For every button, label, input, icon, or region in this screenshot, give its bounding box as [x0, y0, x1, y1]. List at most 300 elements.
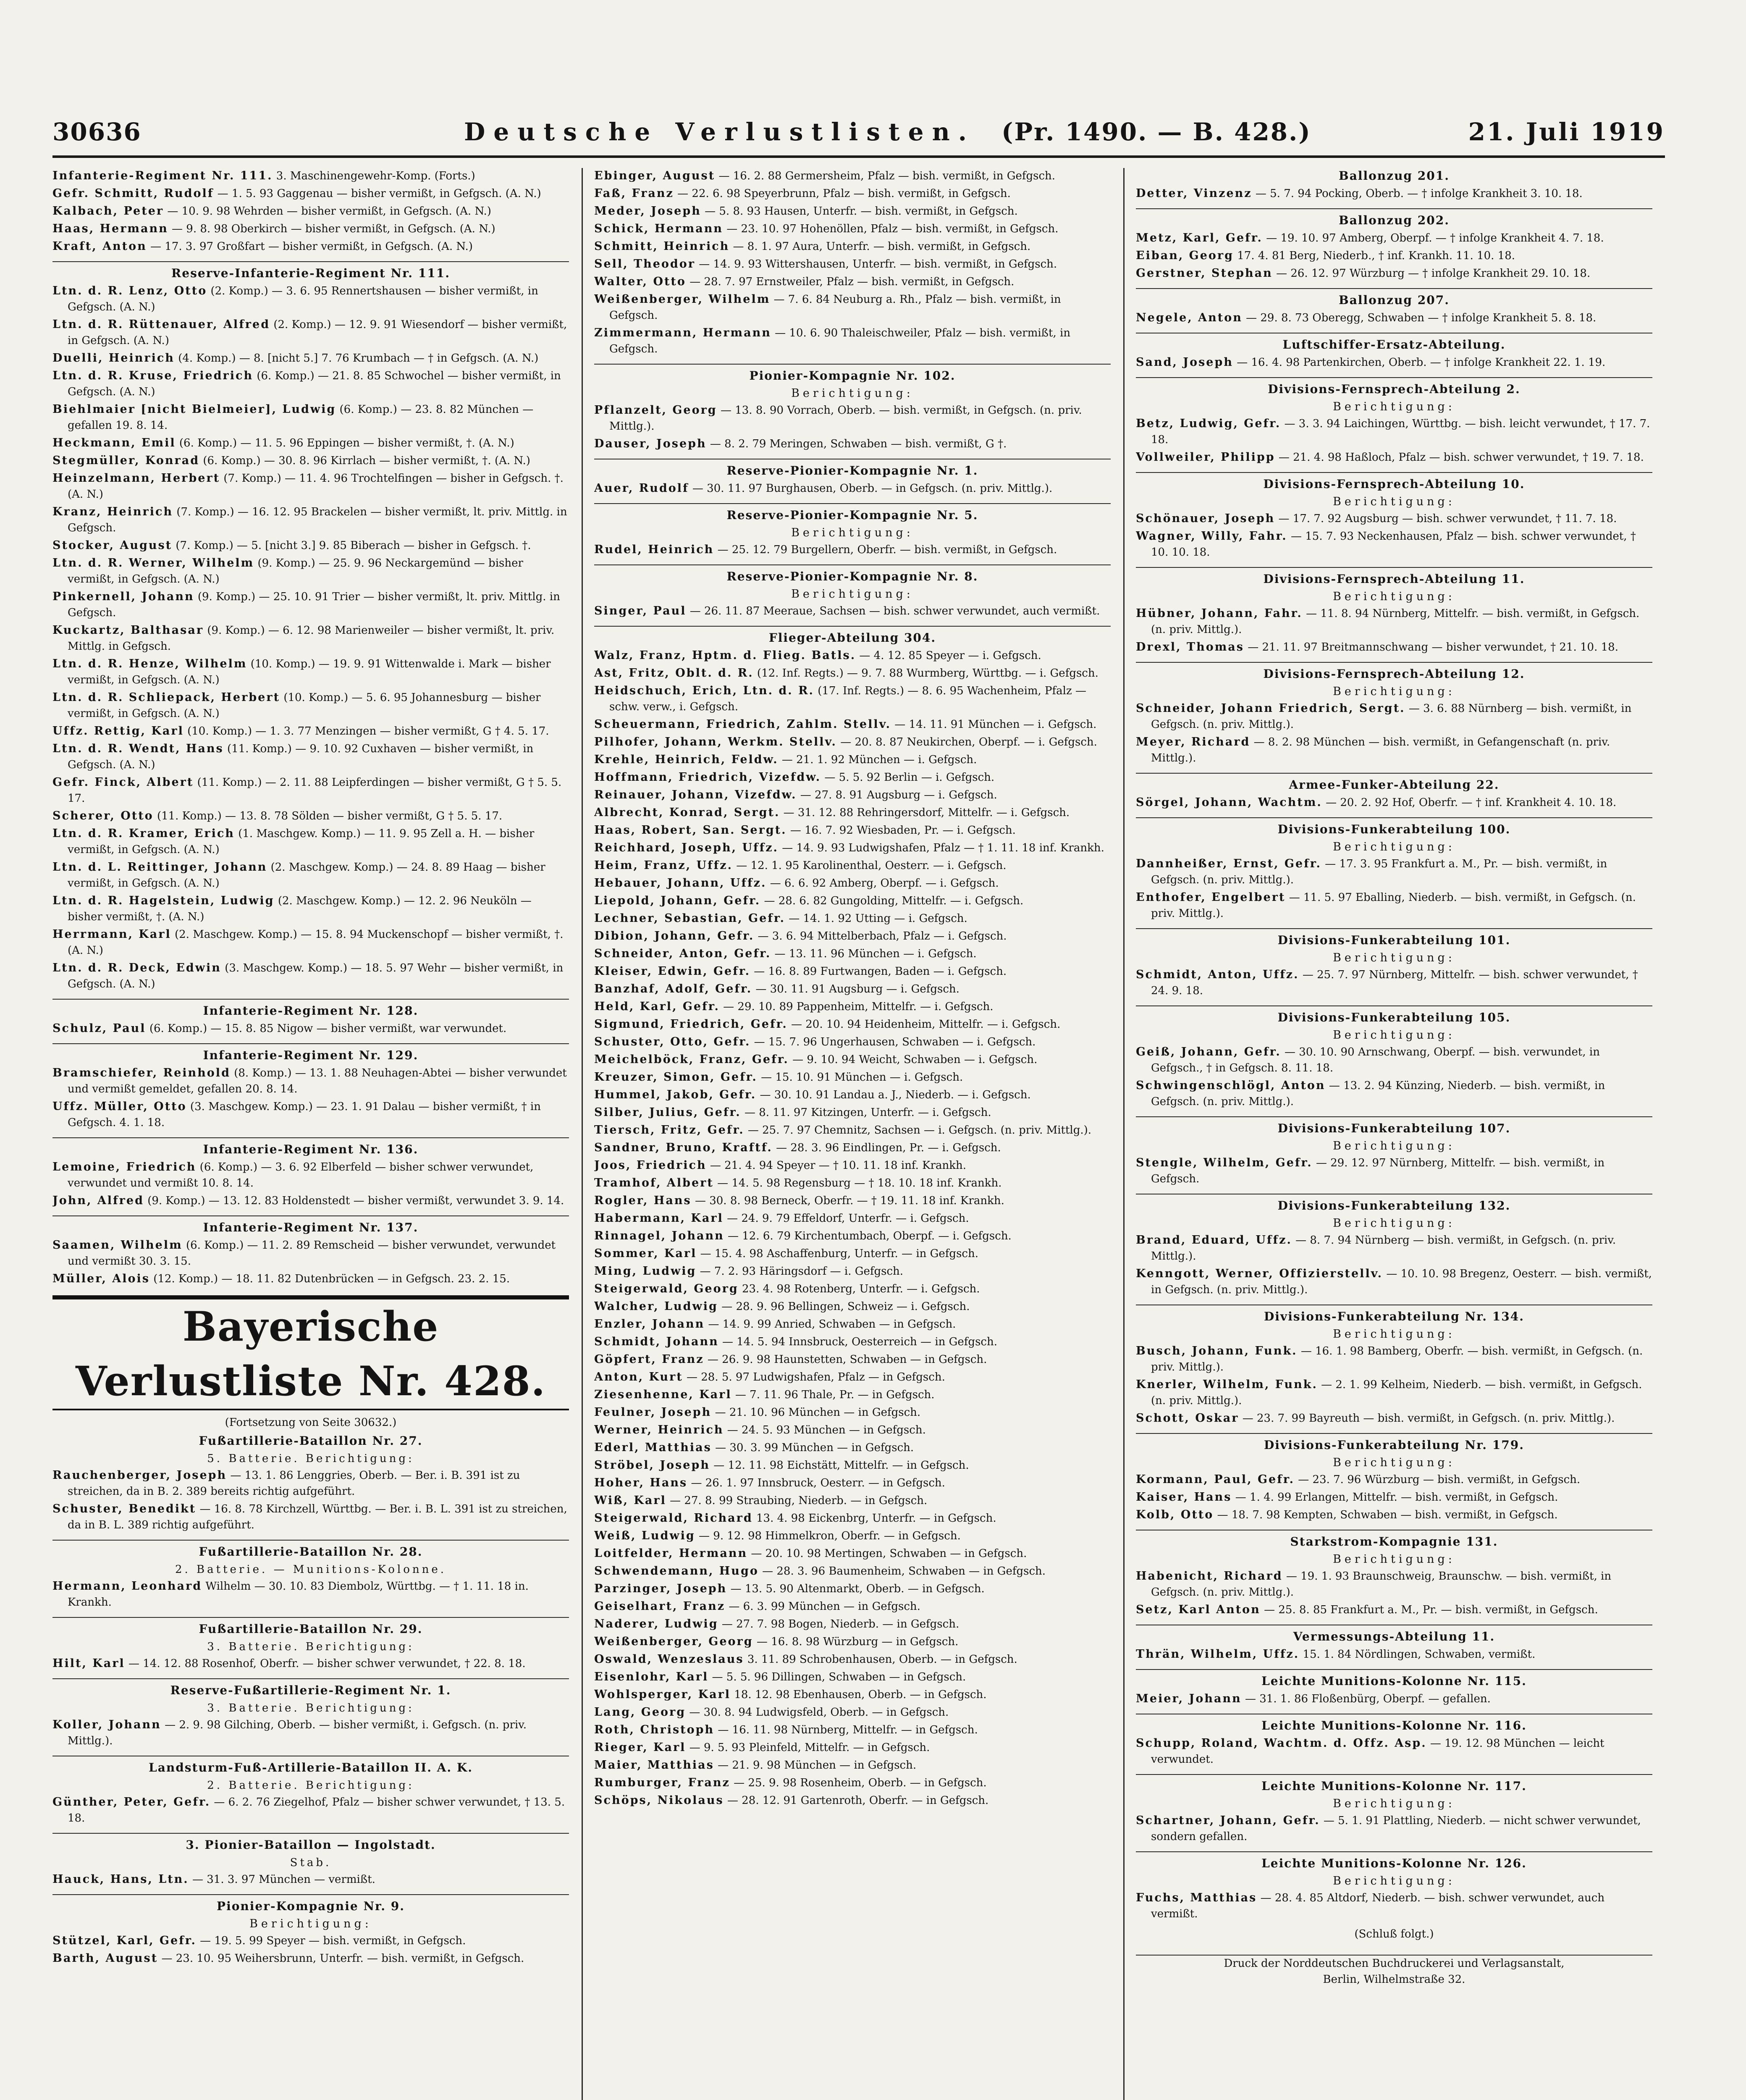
casualty-name: Lang, Georg	[594, 1706, 686, 1719]
casualty-name: Sell, Theodor	[594, 257, 696, 270]
unit-heading: Infanterie-Regiment Nr. 136.	[52, 1137, 569, 1158]
unit-heading: Divisions-Funkerabteilung Nr. 134.	[1136, 1305, 1652, 1325]
casualty-entry	[594, 752, 1111, 768]
casualty-name: Walz, Franz, Hptm. d. Flieg. Batls.	[594, 649, 856, 662]
casualty-name: Dauser, Joseph	[594, 437, 707, 450]
casualty-entry	[1136, 734, 1652, 766]
continuation-note: (Fortsetzung von Seite 30632.)	[225, 1416, 397, 1429]
imprint-line: Berlin, Wilhelmstraße 32.	[1323, 1973, 1465, 1986]
casualty-entry	[1136, 1691, 1652, 1707]
casualty-details: — 30. 11. 91 Augsburg — i. Gefgsch.	[755, 983, 960, 995]
casualty-entry	[594, 402, 1111, 434]
unit-heading: Infanterie-Regiment Nr. 137.	[52, 1215, 569, 1236]
unit-subheading: 5. Batterie. Berichtigung:	[207, 1452, 414, 1465]
casualty-details: — 6. 2. 76 Ziegelhof, Pfalz — bisher schwer verwundet, † 13. 5. 18.	[68, 1796, 565, 1824]
casualty-entry	[52, 1467, 569, 1499]
casualty-entry	[1136, 186, 1652, 202]
casualty-entry	[594, 946, 1111, 962]
casualty-details: — 22. 6. 98 Speyerbrunn, Pfalz — bish. vermißt, in Gefgsch.	[677, 187, 1011, 200]
unit-heading: Divisions-Funkerabteilung 107.	[1136, 1116, 1652, 1137]
casualty-details: — 5. 7. 94 Pocking, Oberb. — † infolge Krankheit 3. 10. 18.	[1255, 187, 1583, 200]
casualty-name: Saamen, Wilhelm	[52, 1239, 183, 1252]
casualty-name: Schmidt, Anton, Uffz.	[1136, 968, 1299, 981]
casualty-entry	[1136, 1472, 1652, 1488]
casualty-entry	[594, 1457, 1111, 1473]
casualty-name: Schwendemann, Hugo	[594, 1564, 759, 1578]
unit-heading: Reserve-Pionier-Kompagnie Nr. 5.	[594, 503, 1111, 523]
casualty-entry	[52, 168, 569, 184]
unit-heading: Divisions-Fernsprech-Abteilung 12.	[1136, 662, 1652, 682]
casualty-details: — 9. 10. 94 Weicht, Schwaben — i. Gefgsch.	[792, 1053, 1038, 1066]
unit-heading: Divisions-Funkerabteilung 101.	[1136, 928, 1652, 948]
casualty-name: Schönauer, Joseph	[1136, 512, 1275, 525]
casualty-name: Detter, Vinzenz	[1136, 187, 1252, 200]
casualty-details: — 14. 5. 98 Regensburg — † 18. 10. 18 inf. Krankh.	[717, 1177, 1002, 1189]
casualty-entry	[1136, 1489, 1652, 1505]
casualty-name: Schick, Hermann	[594, 222, 724, 235]
casualty-entry	[52, 1099, 569, 1131]
unit-heading: Reserve-Fußartillerie-Regiment Nr. 1.	[52, 1678, 569, 1698]
casualty-name: Stocker, August	[52, 539, 173, 552]
bavarian-list-title: Bayerische Verlustliste Nr. 428.	[52, 1295, 569, 1410]
casualty-entry	[1136, 416, 1652, 448]
casualty-details: — 5. 5. 96 Dillingen, Schwaben — in Gefgsch.	[712, 1671, 966, 1683]
casualty-entry	[52, 1794, 569, 1826]
unit-subheading: Berichtigung:	[1333, 495, 1455, 508]
casualty-details: — 7. 6. 84 Neuburg a. Rh., Pfalz — bish. vermißt, in Gefgsch.	[609, 293, 1061, 322]
casualty-details: — 12. 1. 95 Karolinenthal, Oesterr. — i. Gefgsch.	[736, 859, 1007, 872]
casualty-entry	[52, 203, 569, 219]
casualty-name: Kaiser, Hans	[1136, 1491, 1232, 1504]
casualty-entry	[1136, 265, 1652, 281]
unit-subheading: 3. Batterie. Berichtigung:	[207, 1641, 414, 1653]
casualty-entry	[594, 1440, 1111, 1456]
casualty-details: — 29. 12. 97 Nürnberg, Mittelfr. — bish. vermißt, in Gefgsch.	[1151, 1157, 1605, 1185]
casualty-details: — 12. 6. 79 Kirchentumbach, Oberpf. — i. Gefgsch.	[728, 1230, 1012, 1242]
casualty-name: Weiß, Ludwig	[594, 1529, 695, 1542]
casualty-entry	[52, 723, 569, 739]
casualty-details: — 28. 5. 97 Ludwigshafen, Pfalz — in Gefgsch.	[686, 1371, 945, 1383]
casualty-name: Infanterie-Regiment Nr. 111.	[52, 169, 273, 182]
casualty-entry	[52, 690, 569, 722]
casualty-entry	[594, 239, 1111, 255]
casualty-entry	[594, 1616, 1111, 1632]
casualty-details: — 8. 2. 79 Meringen, Schwaben — bish. vermißt, G †.	[710, 438, 1007, 450]
casualty-details: (7. Komp.) — 16. 12. 95 Brackelen — bisher vermißt, lt. priv. Mittlg. in Gefgsch.	[68, 506, 567, 534]
casualty-entry	[52, 1717, 569, 1749]
casualty-name: Rinnagel, Johann	[594, 1229, 724, 1242]
casualty-entry	[52, 808, 569, 824]
casualty-name: Hilt, Karl	[52, 1657, 125, 1670]
casualty-details: — 21. 4. 94 Speyer — † 10. 11. 18 inf. Krankh.	[710, 1159, 967, 1172]
casualty-name: Hermann, Leonhard	[52, 1580, 202, 1593]
casualty-entry	[594, 1510, 1111, 1526]
casualty-details: — 25. 8. 85 Frankfurt a. M., Pr. — bish. vermißt, in Gefgsch.	[1264, 1604, 1598, 1616]
casualty-name: Setz, Karl Anton	[1136, 1603, 1261, 1616]
casualty-entry	[594, 1175, 1111, 1191]
casualty-entry	[52, 741, 569, 773]
casualty-name: Meier, Johann	[1136, 1692, 1242, 1705]
casualty-details: — 30. 11. 97 Burghausen, Oberb. — in Gefgsch. (n. priv. Mittlg.).	[692, 482, 1053, 495]
casualty-details: — 19. 1. 93 Braunschweig, Braunschw. — bish. vermißt, in Gefgsch. (n. priv. Mittlg.).	[1151, 1570, 1612, 1599]
casualty-details: — 8. 7. 94 Nürnberg — bish. vermißt, in Gefgsch. (n. priv. Mittlg.).	[1151, 1234, 1616, 1263]
casualty-details: — 15. 7. 93 Neckenhausen, Pfalz — bish. schwer verwundet, † 10. 10. 18.	[1151, 530, 1636, 559]
casualty-name: Schneider, Johann Friedrich, Sergt.	[1136, 702, 1405, 715]
casualty-entry	[594, 1016, 1111, 1032]
casualty-name: Drexl, Thomas	[1136, 640, 1244, 654]
unit-heading: Starkstrom-Kompagnie 131.	[1136, 1530, 1652, 1550]
casualty-name: Meichelböck, Franz, Gefr.	[594, 1053, 789, 1066]
casualty-entry	[1136, 230, 1652, 246]
casualty-entry	[594, 1722, 1111, 1738]
casualty-details: 15. 1. 84 Nördlingen, Schwaben, vermißt.	[1303, 1648, 1536, 1661]
casualty-name: Enthofer, Engelbert	[1136, 891, 1286, 904]
casualty-entry	[52, 1501, 569, 1533]
casualty-entry	[1136, 1377, 1652, 1409]
casualty-details: — 30. 10. 91 Landau a. J., Niederb. — i. Gefgsch.	[760, 1089, 1031, 1101]
casualty-entry	[52, 1578, 569, 1610]
casualty-entry	[594, 928, 1111, 944]
casualty-entry	[594, 1687, 1111, 1703]
casualty-details: — 13. 11. 96 München — i. Gefgsch.	[774, 948, 977, 960]
casualty-name: Zimmermann, Hermann	[594, 326, 771, 339]
casualty-details: — 14. 11. 91 München — i. Gefgsch.	[894, 718, 1097, 731]
casualty-details: (4. Komp.) — 8. [nicht 5.] 7. 76 Krumbach — † in Gefgsch. (A. N.)	[178, 352, 539, 365]
casualty-details: — 3. 6. 88 Nürnberg — bish. vermißt, in Gefgsch. (n. priv. Mittlg.).	[1151, 702, 1632, 731]
unit-heading: Fußartillerie-Bataillon Nr. 29.	[52, 1617, 569, 1637]
casualty-name: Haas, Robert, San. Sergt.	[594, 824, 787, 837]
casualty-details: — 30. 8. 98 Berneck, Oberfr. — † 19. 11. 18 inf. Krankh.	[695, 1194, 1004, 1207]
casualty-entry	[594, 221, 1111, 237]
casualty-details: — 27. 8. 91 Augsburg — i. Gefgsch.	[800, 789, 997, 801]
casualty-name: Meyer, Richard	[1136, 735, 1251, 748]
casualty-entry	[52, 1950, 569, 1966]
casualty-entry	[594, 1210, 1111, 1226]
casualty-details: — 16. 8. 98 Würzburg — in Gefgsch.	[756, 1635, 959, 1648]
casualty-details: — 7. 2. 93 Häringsdorf — i. Gefgsch.	[700, 1265, 904, 1278]
casualty-name: John, Alfred	[52, 1194, 144, 1207]
unit-subheading: Berichtigung:	[1333, 685, 1455, 698]
casualty-name: Rumburger, Franz	[594, 1776, 730, 1789]
casualty-name: Scherer, Otto	[52, 809, 154, 822]
unit-heading: Reserve-Infanterie-Regiment Nr. 111.	[52, 261, 569, 281]
casualty-name: Dibion, Johann, Gefr.	[594, 929, 755, 942]
casualty-entry	[594, 1122, 1111, 1138]
casualty-details: — 11. 5. 97 Eballing, Niederb. — bish. vermißt, in Gefgsch. (n. priv. Mittlg.).	[1151, 891, 1636, 920]
casualty-details: — 20. 10. 98 Mertingen, Schwaben — in Gefgsch.	[751, 1547, 1027, 1560]
casualty-entry	[1136, 1343, 1652, 1375]
casualty-entry	[594, 436, 1111, 452]
casualty-details: (6. Komp.) — 15. 8. 85 Nigow — bisher vermißt, war verwundet.	[149, 1022, 507, 1035]
casualty-name: Geiß, Johann, Gefr.	[1136, 1045, 1281, 1058]
casualty-entry	[594, 1793, 1111, 1809]
casualty-details: (17. Inf. Regts.) — 8. 6. 95 Wachenheim, Pfalz — schw. verw., i. Gefgsch.	[609, 685, 1086, 713]
unit-heading: 3. Pionier-Bataillon — Ingolstadt.	[52, 1833, 569, 1853]
casualty-name: Fuchs, Matthias	[1136, 1891, 1257, 1904]
casualty-details: — 16. 7. 92 Wiesbaden, Pr. — i. Gefgsch.	[790, 824, 1016, 837]
casualty-details: — 30. 3. 99 München — in Gefgsch.	[715, 1441, 914, 1454]
casualty-name: Schupp, Roland, Wachtm. d. Offz. Asp.	[1136, 1737, 1427, 1750]
casualty-entry	[594, 1263, 1111, 1279]
unit-subheading: 2. Batterie. — Munitions-Kolonne.	[175, 1563, 447, 1576]
casualty-entry	[52, 656, 569, 688]
casualty-details: — 25. 7. 97 Chemnitz, Sachsen — i. Gefgsch. (n. priv. Mittlg.).	[747, 1124, 1092, 1137]
casualty-details: — 26. 12. 97 Würzburg — † infolge Krankheit 29. 10. 18.	[1276, 267, 1591, 280]
casualty-name: Schulz, Paul	[52, 1022, 146, 1035]
casualty-name: Günther, Peter, Gefr.	[52, 1796, 211, 1809]
casualty-name: Ming, Ludwig	[594, 1265, 697, 1278]
casualty-name: Uffz. Rettig, Karl	[52, 724, 184, 738]
casualty-entry	[52, 1656, 569, 1672]
casualty-entry	[52, 1159, 569, 1191]
casualty-details: — 15. 4. 98 Aschaffenburg, Unterfr. — in Gefgsch.	[700, 1247, 978, 1260]
unit-subheading: Berichtigung:	[1333, 1139, 1455, 1152]
casualty-details: — 16. 8. 89 Furtwangen, Baden — i. Gefgsch.	[754, 965, 1007, 978]
casualty-entry	[594, 603, 1111, 619]
casualty-entry	[1136, 1044, 1652, 1076]
casualty-details: — 21. 9. 98 München — in Gefgsch.	[718, 1759, 917, 1772]
casualty-name: Thrän, Wilhelm, Uffz.	[1136, 1648, 1300, 1661]
casualty-details: — 8. 2. 98 München — bish. vermißt, in Gefangenschaft (n. priv. Mittlg.).	[1151, 736, 1610, 764]
casualty-entry	[594, 1281, 1111, 1297]
casualty-name: Silber, Julius, Gefr.	[594, 1106, 741, 1119]
casualty-details: — 30. 10. 90 Arnschwang, Oberpf. — bish. verwundet, in Gefgsch., † in Gefgsch. 8. 11. 18.	[1151, 1046, 1600, 1074]
casualty-details: — 4. 12. 85 Speyer — i. Gefgsch.	[859, 649, 1041, 662]
casualty-name: Ströbel, Joseph	[594, 1459, 710, 1472]
unit-heading: Divisions-Funkerabteilung 105.	[1136, 1005, 1652, 1026]
casualty-name: Hummel, Jakob, Gefr.	[594, 1088, 757, 1101]
casualty-name: Koller, Johann	[52, 1718, 161, 1731]
casualty-details: — 16. 11. 98 Nürnberg, Mittelfr. — in Gefgsch.	[718, 1724, 978, 1736]
unit-subheading: Berichtigung:	[1333, 1456, 1455, 1469]
casualty-name: Hoffmann, Friedrich, Vizefdw.	[594, 771, 821, 784]
casualty-entry	[1136, 1155, 1652, 1187]
casualty-entry	[594, 769, 1111, 785]
casualty-name: Banzhaf, Adolf, Gefr.	[594, 982, 752, 995]
casualty-details: — 1. 5. 93 Gaggenau — bisher vermißt, in Gefgsch. (A. N.)	[217, 187, 541, 200]
casualty-details: 18. 12. 98 Ebenhausen, Oberb. — in Gefgsch.	[734, 1688, 987, 1701]
casualty-entry	[52, 622, 569, 654]
casualty-name: Haas, Hermann	[52, 222, 168, 235]
casualty-details: — 9. 8. 98 Oberkirch — bisher vermißt, in Gefgsch. (A. N.)	[172, 223, 495, 235]
casualty-details: — 21. 11. 97 Breitmannschwang — bisher verwundet, † 21. 10. 18.	[1248, 641, 1618, 654]
casualty-details: — 16. 1. 98 Bamberg, Oberfr. — bish. vermißt, in Gefgsch. (n. priv. Mittlg.).	[1151, 1345, 1643, 1373]
unit-heading: Flieger-Abteilung 304.	[594, 626, 1111, 646]
casualty-entry	[594, 542, 1111, 558]
casualty-entry	[52, 1065, 569, 1097]
casualty-entry	[594, 1193, 1111, 1209]
casualty-name: Rauchenberger, Joseph	[52, 1469, 227, 1482]
casualty-entry	[594, 1140, 1111, 1156]
casualty-details: — 16. 4. 98 Partenkirchen, Oberb. — † infolge Krankheit 22. 1. 19.	[1237, 356, 1606, 369]
casualty-name: Schmidt, Johann	[594, 1335, 719, 1348]
casualty-name: Rogler, Hans	[594, 1194, 692, 1207]
casualty-entry	[52, 826, 569, 858]
casualty-entry	[52, 960, 569, 992]
casualty-details: — 17. 3. 97 Großfart — bisher vermißt, in Gefgsch. (A. N.)	[150, 240, 473, 253]
casualty-name: Knerler, Wilhelm, Funk.	[1136, 1378, 1318, 1391]
casualty-entry	[1136, 1568, 1652, 1600]
casualty-entry	[1136, 1735, 1652, 1767]
casualty-name: Kuckartz, Balthasar	[52, 624, 204, 637]
casualty-details: (10. Komp.) — 1. 3. 77 Menzingen — bisher vermißt, G † 4. 5. 17.	[187, 725, 549, 738]
casualty-entry	[594, 875, 1111, 891]
casualty-entry	[594, 963, 1111, 979]
casualty-name: Roth, Christoph	[594, 1723, 715, 1736]
casualty-details: (2. Komp.) — 3. 6. 95 Rennertshausen — bisher vermißt, in Gefgsch. (A. N.)	[68, 285, 538, 313]
casualty-details: (7. Komp.) — 5. [nicht 3.] 9. 85 Biberach — bisher in Gefgsch. †.	[176, 539, 531, 552]
unit-heading: Luftschiffer-Ersatz-Abteilung.	[1136, 333, 1652, 353]
casualty-name: Feulner, Joseph	[594, 1406, 712, 1419]
casualty-name: Rieger, Karl	[594, 1741, 686, 1754]
casualty-name: Barth, August	[52, 1952, 158, 1965]
casualty-details: — 2. 1. 99 Kelheim, Niederb. — bish. vermißt, in Gefgsch. (n. priv. Mittlg.).	[1151, 1378, 1642, 1407]
casualty-name: Göpfert, Franz	[594, 1353, 704, 1366]
casualty-name: Dannheißer, Ernst, Gefr.	[1136, 857, 1321, 870]
casualty-details: — 9. 5. 93 Pleinfeld, Mittelfr. — in Gefgsch.	[689, 1741, 930, 1754]
casualty-entry	[594, 1387, 1111, 1403]
unit-heading: Leichte Munitions-Kolonne Nr. 115.	[1136, 1669, 1652, 1689]
casualty-name: Joos, Friedrich	[594, 1159, 707, 1172]
casualty-entry	[594, 1334, 1111, 1350]
casualty-details: — 15. 10. 91 München — i. Gefgsch.	[761, 1071, 963, 1084]
casualty-entry	[52, 368, 569, 400]
casualty-name: Enzler, Johann	[594, 1318, 705, 1331]
casualty-name: Vollweiler, Philipp	[1136, 451, 1275, 464]
casualty-entry	[594, 1475, 1111, 1491]
casualty-details: — 28. 12. 91 Gartenroth, Oberfr. — in Gefgsch.	[727, 1794, 989, 1807]
casualty-name: Weißenberger, Georg	[594, 1635, 753, 1648]
casualty-details: (2. Maschgew. Komp.) — 15. 8. 94 Muckenschopf — bisher vermißt, †. (A. N.)	[68, 928, 564, 957]
casualty-entry	[52, 774, 569, 806]
unit-heading: Reserve-Pionier-Kompagnie Nr. 1.	[594, 459, 1111, 479]
casualty-details: — 31. 3. 97 München — vermißt.	[192, 1873, 375, 1886]
casualty-details: — 26. 11. 87 Meeraue, Sachsen — bish. schwer verwundet, auch vermißt.	[689, 605, 1100, 617]
casualty-name: Schöps, Nikolaus	[594, 1794, 724, 1807]
casualty-details: (9. Komp.) — 6. 12. 98 Marienweiler — bisher vermißt, lt. priv. Mittlg. in Gefgsch.	[68, 624, 555, 653]
casualty-entry	[1136, 449, 1652, 465]
casualty-name: Heinzelmann, Herbert	[52, 472, 220, 485]
casualty-details: — 18. 7. 98 Kempten, Schwaben — bish. vermißt, in Gefgsch.	[1217, 1509, 1558, 1521]
casualty-entry	[52, 859, 569, 891]
casualty-details: — 3. 3. 94 Laichingen, Württbg. — bish. leicht verwundet, † 17. 7. 18.	[1151, 417, 1650, 446]
casualty-name: Kreuzer, Simon, Gefr.	[594, 1071, 758, 1084]
casualty-name: Lemoine, Friedrich	[52, 1160, 197, 1173]
casualty-details: (7. Komp.) — 11. 4. 96 Trochtelfingen — bisher in Gefgsch. †. (A. N.)	[68, 472, 564, 501]
casualty-entry	[52, 1021, 569, 1037]
casualty-entry	[594, 1034, 1111, 1050]
unit-subheading: Berichtigung:	[1333, 400, 1455, 413]
casualty-entry	[52, 221, 569, 237]
casualty-entry	[594, 734, 1111, 750]
casualty-details: (6. Komp.) — 11. 5. 96 Eppingen — bisher vermißt, †. (A. N.)	[179, 437, 514, 449]
casualty-entry	[594, 1299, 1111, 1315]
unit-heading: Pionier-Kompagnie Nr. 9.	[52, 1894, 569, 1914]
casualty-entry	[594, 1422, 1111, 1438]
casualty-entry	[594, 858, 1111, 874]
unit-subheading: Berichtigung:	[1333, 1797, 1455, 1810]
casualty-details: — 28. 4. 85 Altdorf, Niederb. — bish. schwer verwundet, auch vermißt.	[1151, 1892, 1605, 1920]
casualty-entry	[594, 1158, 1111, 1173]
casualty-entry	[594, 822, 1111, 838]
unit-heading: Reserve-Pionier-Kompagnie Nr. 8.	[594, 564, 1111, 585]
casualty-entry	[52, 538, 569, 554]
casualty-name: Ltn. d. R. Henze, Wilhelm	[52, 657, 247, 670]
casualty-name: Hoher, Hans	[594, 1476, 688, 1489]
casualty-name: Reichhard, Joseph, Uffz.	[594, 841, 779, 854]
casualty-name: Schuster, Otto, Gefr.	[594, 1035, 751, 1048]
casualty-details: — 24. 9. 79 Effeldorf, Unterfr. — i. Gefgsch.	[727, 1212, 969, 1225]
casualty-entry	[52, 402, 569, 433]
unit-subheading: Stab.	[290, 1856, 332, 1869]
casualty-entry	[1136, 354, 1652, 370]
unit-heading: Divisions-Funkerabteilung 100.	[1136, 817, 1652, 837]
casualty-details: — 17. 7. 92 Augsburg — bish. schwer verwundet, † 11. 7. 18.	[1278, 512, 1617, 525]
casualty-entry	[594, 1404, 1111, 1420]
casualty-details: 3. 11. 89 Schrobenhausen, Oberb. — in Gefgsch.	[747, 1653, 1017, 1666]
casualty-details: — 25. 12. 79 Burgellern, Oberfr. — bish. vermißt, in Gefgsch.	[717, 543, 1057, 556]
casualty-details: (8. Komp.) — 13. 1. 88 Neuhagen-Abtei — bisher verwundet und vermißt gemeldet, gefallen 20. 8. 14.	[68, 1067, 567, 1095]
casualty-details: — 28. 9. 96 Bellingen, Schweiz — i. Gefgsch.	[721, 1300, 970, 1313]
casualty-name: Steigerwald, Richard	[594, 1512, 753, 1525]
casualty-details: — 10. 9. 98 Wehrden — bisher vermißt, in Gefgsch. (A. N.)	[167, 205, 491, 218]
casualty-entry	[594, 1563, 1111, 1579]
casualty-details: — 19. 5. 99 Speyer — bish. vermißt, in Gefgsch.	[200, 1935, 466, 1947]
casualty-entry	[52, 453, 569, 469]
unit-subheading: Berichtigung:	[791, 588, 914, 601]
casualty-name: Biehlmaier [nicht Bielmeier], Ludwig	[52, 403, 336, 416]
casualty-name: Pilhofer, Johann, Werkm. Stellv.	[594, 735, 837, 748]
casualty-entry	[594, 1651, 1111, 1667]
casualty-details: — 27. 8. 99 Straubing, Niederb. — in Gefgsch.	[670, 1494, 928, 1507]
unit-subheading: 3. Batterie. Berichtigung:	[207, 1702, 414, 1714]
casualty-entry	[594, 911, 1111, 927]
casualty-details: — 5. 8. 93 Hausen, Unterfr. — bish. vermißt, in Gefgsch.	[705, 205, 1018, 218]
unit-heading: Landsturm-Fuß-Artillerie-Bataillon II. A. K.	[52, 1756, 569, 1776]
casualty-name: Ast, Fritz, Oblt. d. R.	[594, 667, 754, 680]
casualty-name: Hebauer, Johann, Uffz.	[594, 877, 767, 890]
casualty-details: — 20. 2. 92 Hof, Oberfr. — † inf. Krankheit 4. 10. 18.	[1326, 796, 1617, 809]
casualty-name: Geiselhart, Franz	[594, 1600, 726, 1613]
unit-subheading: Berichtigung:	[1333, 590, 1455, 603]
casualty-details: — 8. 11. 97 Kitzingen, Unterfr. — i. Gefgsch.	[744, 1106, 991, 1119]
casualty-name: Naderer, Ludwig	[594, 1617, 718, 1630]
casualty-details: — 13. 8. 90 Vorrach, Oberb. — bish. vermißt, in Gefgsch. (n. priv. Mittlg.).	[609, 404, 1082, 433]
casualty-name: Albrecht, Konrad, Sergt.	[594, 806, 780, 819]
casualty-details: — 21. 4. 98 Haßloch, Pfalz — bish. schwer verwundet, † 19. 7. 18.	[1278, 451, 1644, 464]
casualty-name: Stegmüller, Konrad	[52, 454, 200, 467]
casualty-entry	[594, 1493, 1111, 1509]
issue-number: (Pr. 1490. — B. 428.)	[1001, 118, 1311, 146]
casualty-entry	[594, 168, 1111, 184]
casualty-name: Kalbach, Peter	[52, 205, 164, 218]
casualty-details: — 3. 6. 94 Mittelberbach, Pfalz — i. Gefgsch.	[758, 930, 1007, 942]
casualty-name: Schott, Oskar	[1136, 1412, 1239, 1425]
casualty-details: — 26. 1. 97 Innsbruck, Oesterr. — in Gefgsch.	[691, 1477, 945, 1489]
casualty-entry	[594, 981, 1111, 997]
unit-heading: Leichte Munitions-Kolonne Nr. 117.	[1136, 1774, 1652, 1794]
casualty-entry	[1136, 511, 1652, 527]
casualty-name: Ziesenhenne, Karl	[594, 1388, 732, 1401]
casualty-name: Loitfelder, Hermann	[594, 1547, 748, 1560]
casualty-entry	[594, 274, 1111, 290]
casualty-details: — 23. 7. 96 Würzburg — bish. vermißt, in Gefgsch.	[1298, 1473, 1581, 1486]
casualty-name: Faß, Franz	[594, 187, 674, 200]
casualty-entry	[1136, 1266, 1652, 1298]
casualty-entry	[1136, 1890, 1652, 1922]
casualty-name: Uffz. Müller, Otto	[52, 1100, 187, 1113]
casualty-entry	[594, 1069, 1111, 1085]
